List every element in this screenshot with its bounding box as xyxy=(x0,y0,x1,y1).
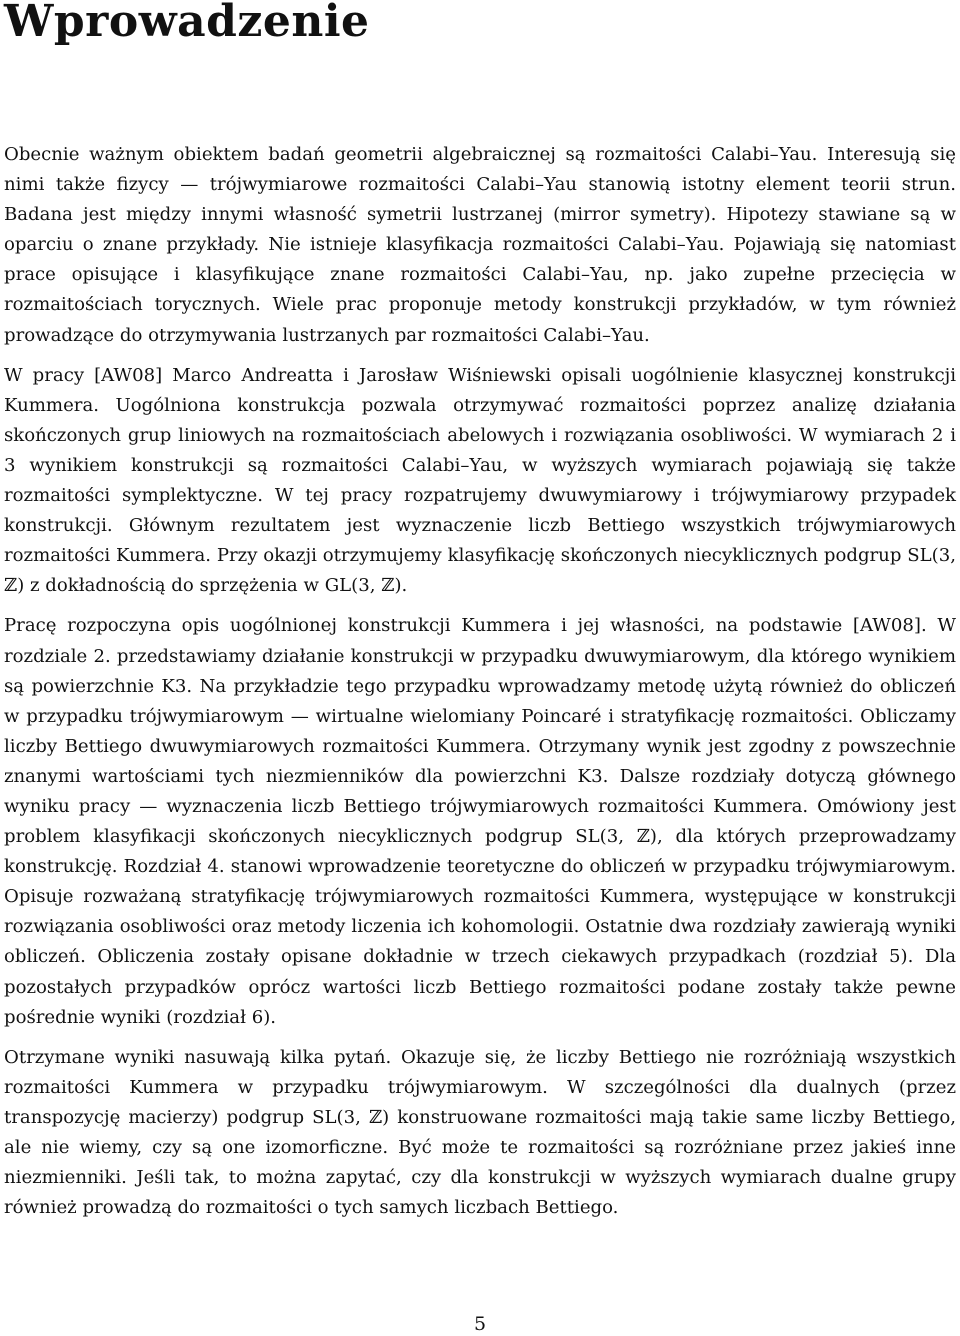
paragraph-intro: Obecnie ważnym obiektem badań geometrii algebraicznej są rozmaitości Calabi–Yau. Interesują się nimi także fizycy — trójwymiarowe rozmaitości Calabi–Yau stanowią istotny element teorii strun. Badana jest między innymi własność symetrii lustrzanej (mirror symetry). Hipotezy stawiane są w oparciu o znane przykłady. Nie istnieje klasyfikacja rozmaitości Calabi–Yau. Pojawiają się natomiast prace opisujące i klasyfikujące znane rozmaitości Calabi–Yau, np. jako zupełne przecięcia w rozmaitościach torycznych. Wiele prac proponuje metody konstrukcji przykładów, w tym również prowadzące do otrzymywania lustrzanych par rozmaitości Calabi–Yau. xyxy=(4,144,956,346)
paragraph-outline: Pracę rozpoczyna opis uogólnionej konstrukcji Kummera i jej własności, na podstawie [AW08]. W rozdziale 2. przedstawiamy działanie konstrukcji w przypadku dwuwymiarowym, dla którego wynikiem są powierzchnie K3. Na przykładzie tego przypadku wprowadzamy metodę użytą również do obliczeń w przypadku trójwymiarowym — wirtualne wielomiany Poincaré i stratyfikację rozmaitości. Obliczamy liczby Bettiego dwuwymiarowych rozmaitości Kummera. Otrzymany wynik jest zgodny z powszechnie znanymi wartościami tych niezmienników dla powierzchni K3. Dalsze rozdziały dotyczą głównego wyniku pracy — wyznaczenia liczb Bettiego trójwymiarowych rozmaitości Kummera. Omówiony jest problem klasyfikacji skończonych niecyklicznych podgrup SL(3, ℤ), dla których przeprowadzamy konstrukcję. Rozdział 4. stanowi wprowadzenie teoretyczne do obliczeń w przypadku trójwymiarowym. Opisuje rozważaną stratyfikację trójwymiarowych rozmaitości Kummera, występujące w konstrukcji rozwiązania osobliwości oraz metody liczenia ich kohomologii. Ostatnie dwa rozdziały zawierają wyniki obliczeń. Obliczenia zostały opisane dokładnie w trzech ciekawych przypadkach (rozdział 5). Dla pozostałych przypadków oprócz wartości liczb Bettiego rozmaitości podane zostały także pewne pośrednie wyniki (rozdział 6). xyxy=(4,615,956,1028)
paragraph-construction: W pracy [AW08] Marco Andreatta i Jarosław Wiśniewski opisali uogólnienie klasycznej konstrukcji Kummera. Uogólniona konstrukcja pozwala otrzymywać rozmaitości poprzez analizę działania skończonych grup liniowych na rozmaitościach abelowych i rozwiązania osobliwości. W wymiarach 2 i 3 wynikiem konstrukcji są rozmaitości Calabi–Yau, w wyższych wymiarach pojawiają się także rozmaitości symplektyczne. W tej pracy rozpatrujemy dwuwymiarowy i trójwymiarowy przypadek konstrukcji. Głównym rezultatem jest wyznaczenie liczb Bettiego wszystkich trójwymiarowych rozmaitości Kummera. Przy okazji otrzymujemy klasyfikację skończonych niecyklicznych podgrup SL(3, ℤ) z dokładnością do sprzężenia w GL(3, ℤ). xyxy=(4,364,956,597)
chapter-title: Wprowadzenie xyxy=(4,0,370,47)
page-number: 5 xyxy=(473,1313,487,1335)
chapter-body xyxy=(4,140,956,1223)
paragraph-questions: Otrzymane wyniki nasuwają kilka pytań. Okazuje się, że liczby Bettiego nie rozróżniają wszystkich rozmaitości Kummera w przypadku trójwymiarowym. W szczególności dla dualnych (przez transpozycję macierzy) podgrup SL(3, ℤ) konstruowane rozmaitości mają takie same liczby Bettiego, ale nie wiemy, czy są one izomorficzne. Być może te rozmaitości są rozróżniane przez jakieś inne niezmienniki. Jeśli tak, to można zapytać, czy dla konstrukcji w wyższych wymiarach dualne grupy również prowadzą do rozmaitości o tych samych liczbach Bettiego. xyxy=(4,1046,956,1219)
